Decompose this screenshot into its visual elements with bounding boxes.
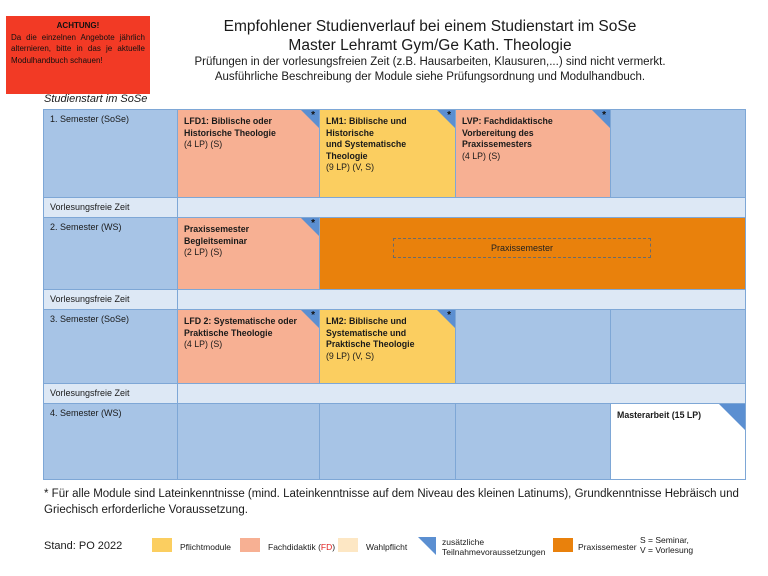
module-lm1 xyxy=(319,109,456,198)
page-title-line1: Empfohlener Studienverlauf bei einem Studienstart im SoSe xyxy=(223,18,637,35)
module-masterarbeit xyxy=(610,403,746,480)
legend-swatch-praxissemester xyxy=(553,538,573,552)
empty-cell xyxy=(610,109,746,198)
footnote-asterisk: * xyxy=(311,110,315,121)
module-title: LFD1: Biblische oder Historische Theologie xyxy=(184,116,276,138)
prerequisite-triangle-icon xyxy=(301,310,319,328)
empty-cell xyxy=(610,309,746,384)
prerequisite-triangle-icon xyxy=(301,218,319,236)
grid-label: Studienstart im SoSe xyxy=(44,93,148,105)
row-label-sem1: 1. Semester (SoSe) xyxy=(43,109,178,198)
module-details: (9 LP) (V, S) xyxy=(326,162,375,172)
module-details: (2 LP) (S) xyxy=(184,247,223,257)
empty-cell xyxy=(455,309,611,384)
legend-wahlpflicht: Wahlpflicht xyxy=(366,542,408,552)
prerequisite-triangle-icon xyxy=(437,110,455,128)
module-title: LFD 2: Systematische oder Praktische Theologie xyxy=(184,316,297,338)
empty-cell xyxy=(177,197,746,218)
module-title-c: und Systematische Theologie xyxy=(326,139,407,161)
module-details: (9 LP) (V, S) xyxy=(326,350,375,361)
footnote: * Für alle Module sind Lateinkenntnisse (mind. Lateinkenntnisse auf dem Niveau des kleinen Latinums), Grundkenntnisse Hebräisch und Griechisch erforderliche Voraussetzung. xyxy=(44,488,739,516)
row-label-free3: Vorlesungsfreie Zeit xyxy=(43,383,178,404)
warning-text: Da die einzelnen Angebote jährlich alternieren, bitte in das je aktuelle Modulhandbuch schauen! xyxy=(11,32,145,65)
row-label-free2: Vorlesungsfreie Zeit xyxy=(43,289,178,310)
prerequisite-triangle-icon xyxy=(301,110,319,128)
prerequisite-triangle-icon xyxy=(437,310,455,328)
legend-fachdidaktik xyxy=(268,542,335,552)
module-title: Masterarbeit (15 LP) xyxy=(617,410,702,420)
footnote-asterisk: * xyxy=(447,310,451,321)
module-lm2 xyxy=(319,309,456,384)
row-label-sem4: 4. Semester (WS) xyxy=(43,403,178,480)
module-title: Praxissemester Begleitseminar xyxy=(184,224,250,246)
legend-voraussetzung-line1: zusätzliche xyxy=(442,537,485,547)
module-begleitseminar xyxy=(177,217,320,290)
legend-fd-abbr: FD xyxy=(320,542,333,552)
prerequisite-triangle-icon xyxy=(719,404,745,430)
module-title: LVP: Fachdidaktische Vorbereitung des Praxissemesters xyxy=(462,116,553,149)
legend-voraussetzung-line2: Teilnahmevoraussetzungen xyxy=(442,547,546,557)
footnote-asterisk: * xyxy=(602,110,606,121)
footnote-asterisk: * xyxy=(447,110,451,121)
legend-voraussetzung xyxy=(442,537,545,557)
module-details: (4 LP) (S) xyxy=(462,150,501,161)
row-label-sem2: 2. Semester (WS) xyxy=(43,217,178,290)
legend-swatch-fachdidaktik xyxy=(240,538,260,552)
warning-title: ACHTUNG! xyxy=(56,21,100,30)
module-title-b: Historische xyxy=(326,127,374,138)
empty-cell xyxy=(177,383,746,404)
empty-cell xyxy=(177,289,746,310)
legend-swatch-wahlpflicht xyxy=(338,538,358,552)
legend-fd-suffix: ) xyxy=(332,542,336,552)
legend-prerequisite-triangle-icon xyxy=(418,537,436,555)
footnote-asterisk: * xyxy=(311,218,315,229)
page-subtitle-line1: Prüfungen in der vorlesungsfreien Zeit (z.B. Hausarbeiten, Klausuren,...) sind nicht vermerkt. xyxy=(194,56,666,68)
module-lvp xyxy=(455,109,611,198)
legend-praxissemester: Praxissemester xyxy=(578,542,637,552)
module-details: (4 LP) (S) xyxy=(184,139,223,149)
module-details: (4 LP) (S) xyxy=(184,339,223,349)
page-title-line2: Master Lehramt Gym/Ge Kath. Theologie xyxy=(288,37,572,54)
prerequisite-triangle-icon xyxy=(592,110,610,128)
legend-abbr-line2: V = Vorlesung xyxy=(640,545,694,555)
legend-swatch-pflicht xyxy=(152,538,172,552)
module-lfd2 xyxy=(177,309,320,384)
empty-cell xyxy=(177,403,320,480)
row-label-sem3: 3. Semester (SoSe) xyxy=(43,309,178,384)
page-subtitle-line2: Ausführliche Beschreibung der Module siehe Prüfungsordnung und Modulhandbuch. xyxy=(214,71,646,83)
empty-cell xyxy=(455,403,611,480)
legend-abbreviations xyxy=(640,535,693,555)
module-lfd1 xyxy=(177,109,320,198)
legend-pflicht: Pflichtmodule xyxy=(180,542,232,552)
footnote-asterisk: * xyxy=(311,310,315,321)
empty-cell xyxy=(319,403,456,480)
module-title: LM2: Biblische und Systematische und Praktische Theologie xyxy=(326,316,415,349)
legend-stand: Stand: PO 2022 xyxy=(44,540,123,552)
praxissemester-label: Praxissemester xyxy=(393,238,651,258)
row-label-free1: Vorlesungsfreie Zeit xyxy=(43,197,178,218)
legend-fd-prefix: Fachdidaktik ( xyxy=(268,542,321,552)
legend-abbr-line1: S = Seminar, xyxy=(640,535,689,545)
warning-box xyxy=(6,16,150,94)
module-title-a: LM1: Biblische und xyxy=(326,116,407,126)
